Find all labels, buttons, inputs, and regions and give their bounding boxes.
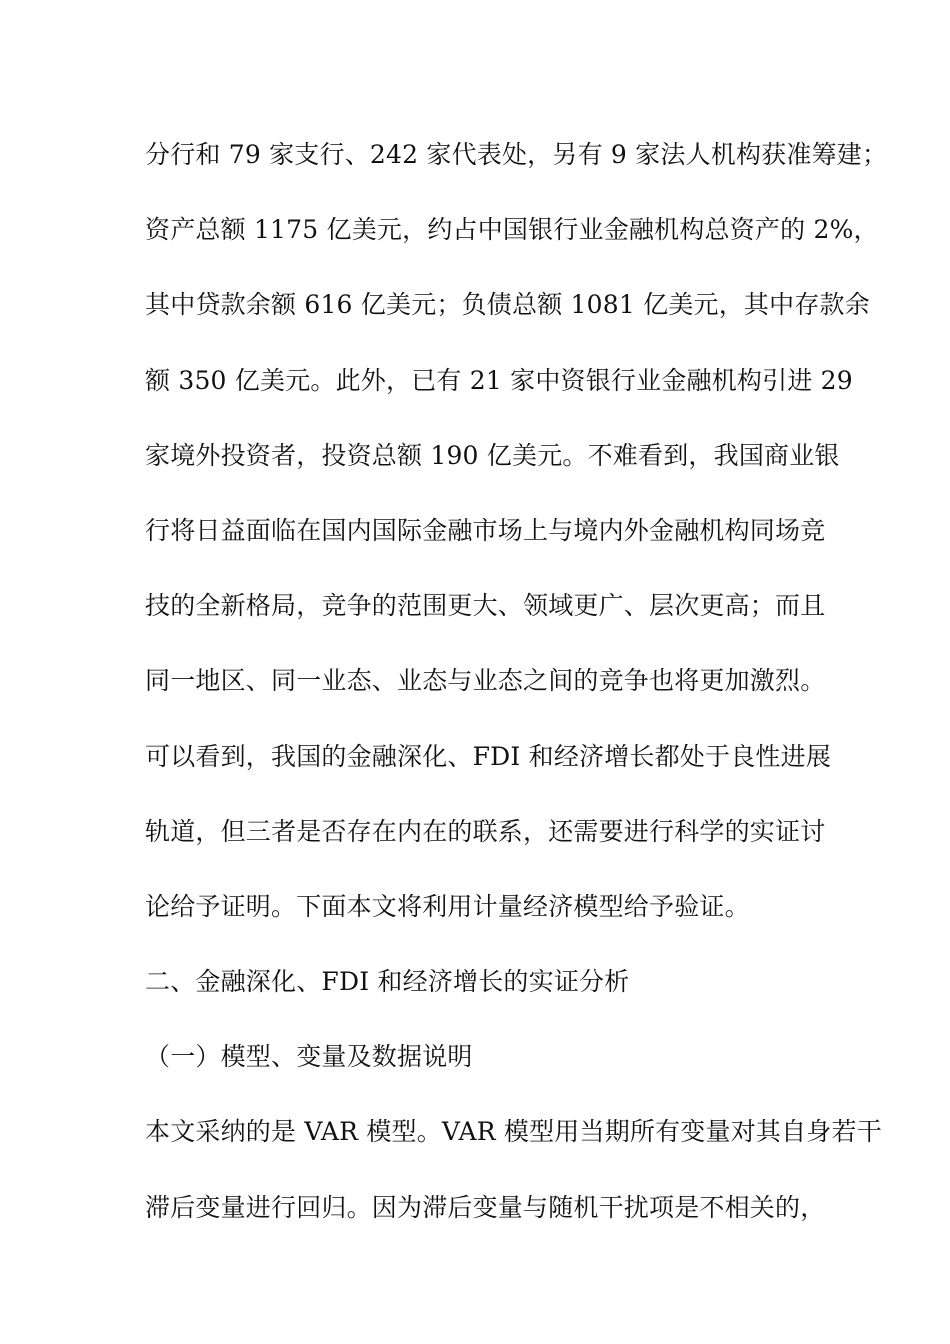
paragraph-line: 资产总额 1175 亿美元，约占中国银行业金融机构总资产的 2%， xyxy=(145,215,879,245)
paragraph-line: 其中贷款余额 616 亿美元；负债总额 1081 亿美元，其中存款余 xyxy=(145,290,870,320)
paragraph-line: 额 350 亿美元。此外，已有 21 家中资银行业金融机构引进 29 xyxy=(145,365,853,395)
subsection-heading: （一）模型、变量及数据说明 xyxy=(145,1042,473,1072)
paragraph-line: 轨道，但三者是否存在内在的联系，还需要进行科学的实证讨 xyxy=(145,816,826,846)
paragraph-line: 行将日益面临在国内国际金融市场上与境内外金融机构同场竞 xyxy=(145,515,826,545)
paragraph-line: 家境外投资者，投资总额 190 亿美元。不难看到，我国商业银 xyxy=(145,440,840,470)
paragraph-line: 本文采纳的是 VAR 模型。VAR 模型用当期所有变量对其自身若干 xyxy=(145,1117,882,1147)
paragraph-line: 分行和 79 家支行、242 家代表处，另有 9 家法人机构获准筹建； xyxy=(145,140,888,169)
paragraph-line: 滞后变量进行回归。因为滞后变量与随机干扰项是不相关的， xyxy=(145,1192,826,1222)
paragraph-line: 可以看到，我国的金融深化、FDI 和经济增长都处于良性进展 xyxy=(145,741,832,771)
paragraph-line: 论给予证明。下面本文将利用计量经济模型给予验证。 xyxy=(145,891,750,921)
paragraph-line: 技的全新格局，竞争的范围更大、领域更广、层次更高；而且 xyxy=(145,591,826,621)
paragraph-line: 同一地区、同一业态、业态与业态之间的竞争也将更加激烈。 xyxy=(145,666,826,696)
document-body xyxy=(145,125,888,1253)
section-heading: 二、金融深化、FDI 和经济增长的实证分析 xyxy=(145,967,630,997)
